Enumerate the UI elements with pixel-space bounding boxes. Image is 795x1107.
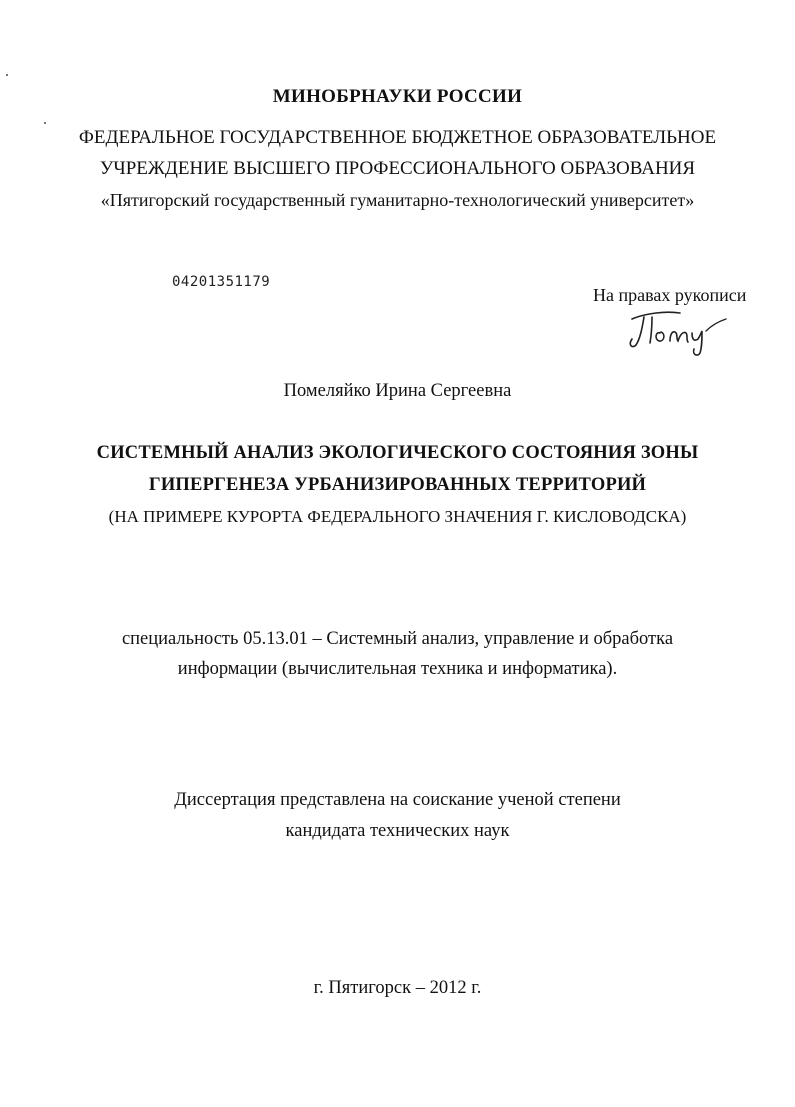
author-signature bbox=[626, 305, 730, 357]
institution-line-2: УЧРЕЖДЕНИЕ ВЫСШЕГО ПРОФЕССИОНАЛЬНОГО ОБРАЗОВАНИЯ bbox=[99, 158, 696, 179]
manuscript-rights: На правах рукописи bbox=[593, 285, 747, 305]
specialty-line-1: специальность 05.13.01 – Системный анализ, управление и обработка bbox=[121, 629, 674, 649]
library-code: 04201351179 bbox=[172, 274, 271, 290]
scan-speck bbox=[44, 122, 46, 124]
university-name: «Пятигорский государственный гуманитарно-технологический университет» bbox=[100, 190, 695, 210]
degree-line-2: кандидата технических наук bbox=[285, 821, 510, 841]
author-name: Помеляйко Ирина Сергеевна bbox=[283, 381, 512, 401]
specialty-line-2: информации (вычислительная техника и информатика). bbox=[177, 659, 618, 679]
place-and-year: г. Пятигорск – 2012 г. bbox=[313, 978, 482, 998]
ministry-heading: МИНОБРНАУКИ РОССИИ bbox=[272, 86, 523, 107]
dissertation-title-line-1: СИСТЕМНЫЙ АНАЛИЗ ЭКОЛОГИЧЕСКОГО СОСТОЯНИЯ ЗОНЫ bbox=[96, 443, 699, 463]
institution-line-1: ФЕДЕРАЛЬНОЕ ГОСУДАРСТВЕННОЕ БЮДЖЕТНОЕ ОБРАЗОВАТЕЛЬНОЕ bbox=[78, 127, 717, 148]
scan-speck bbox=[6, 74, 8, 76]
dissertation-subtitle: (НА ПРИМЕРЕ КУРОРТА ФЕДЕРАЛЬНОГО ЗНАЧЕНИЯ Г. КИСЛОВОДСКА) bbox=[108, 507, 687, 526]
degree-line-1: Диссертация представлена на соискание ученой степени bbox=[174, 790, 621, 810]
dissertation-title-line-2: ГИПЕРГЕНЕЗА УРБАНИЗИРОВАННЫХ ТЕРРИТОРИЙ bbox=[148, 475, 647, 495]
